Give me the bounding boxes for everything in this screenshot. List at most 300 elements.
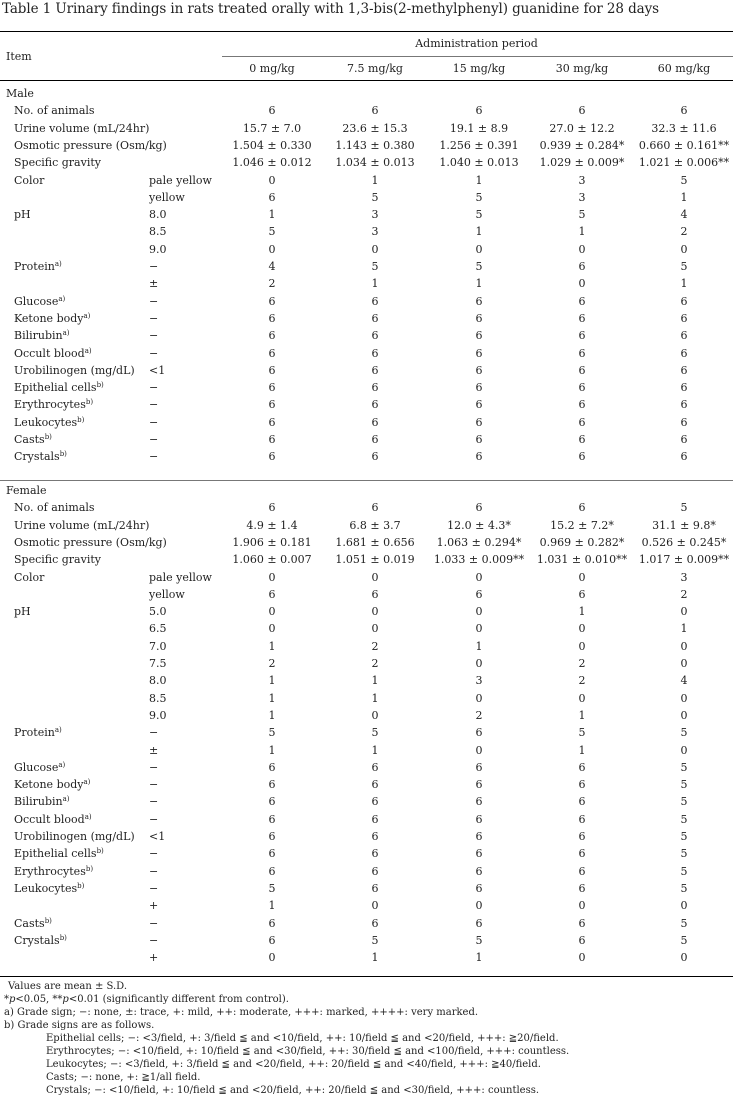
table-cell: 6 [371, 104, 379, 118]
administration-period-header: Administration period [415, 37, 538, 50]
table-cell: 32.3 ± 11.6 [651, 121, 717, 135]
footnote-marker: b) [44, 916, 52, 925]
table-cell: 0 [371, 708, 379, 722]
table-cell: 1.021 ± 0.006** [638, 156, 730, 170]
footnote-b-line: Leukocytes; −: <3/field, +: 3/field ≦ and <20/field, ++: 20/field ≦ and <40/field, +++: ≧40/field. [46, 1059, 541, 1070]
table-cell: 6 [578, 830, 586, 843]
row-item-text: Glucose [14, 760, 59, 774]
row-item-text: No. of animals [14, 104, 95, 118]
table-cell: 5 [680, 830, 688, 843]
table-cell: 5 [680, 501, 688, 515]
table-cell: 0 [371, 242, 379, 256]
table-cell: 6 [371, 778, 379, 792]
table-cell: 6 [268, 501, 276, 515]
table-cell: 4 [268, 260, 276, 273]
row-item-text: Epithelial cells [14, 381, 97, 395]
table-cell: 1 [680, 190, 688, 204]
table-cell: 6 [680, 381, 688, 395]
table-cell: 6 [371, 501, 379, 515]
table-cell: 6 [475, 726, 483, 740]
row-sub-label: − [149, 346, 159, 360]
table-cell: 5 [680, 881, 688, 895]
row-sub-label: 8.0 [149, 208, 167, 222]
table-cell: 6 [578, 847, 586, 861]
table-cell: 0 [680, 899, 688, 913]
row-item-label [14, 726, 62, 740]
row-sub-label: − [149, 433, 159, 446]
table-cell: 6 [371, 795, 379, 809]
row-item-text: Casts [14, 916, 45, 930]
table-cell: 1.504 ± 0.330 [232, 138, 312, 152]
table-cell: 6 [578, 329, 586, 343]
row-sub-label: + [149, 899, 159, 913]
row-sub-label: − [149, 795, 159, 809]
row-item-label [14, 553, 101, 567]
row-sub-label: 8.5 [149, 691, 167, 705]
footnote-marker: a) [83, 311, 91, 320]
table-cell: 5 [680, 760, 688, 774]
table-cell: 0 [371, 622, 379, 636]
dose-column-header: 15 mg/kg [452, 62, 506, 75]
table-cell: 0 [268, 570, 276, 584]
table-cell: 5 [680, 933, 688, 947]
table-cell: 1 [268, 899, 276, 913]
row-sub-label: <1 [149, 363, 166, 377]
row-item-text: Casts [14, 433, 45, 446]
table-cell: 1 [578, 708, 586, 722]
table-cell: 0 [578, 570, 586, 584]
table-cell: 6 [268, 760, 276, 774]
table-cell: 2 [680, 225, 688, 239]
table-cell: 1.033 ± 0.009** [433, 553, 525, 567]
table-cell: 5 [268, 726, 276, 740]
table-cell: 6 [578, 260, 586, 273]
footnote-values: Values are mean ± S.D. [8, 981, 128, 992]
table-cell: 6 [475, 760, 483, 774]
period-underline [222, 56, 733, 57]
table-cell: 5 [680, 812, 688, 826]
row-item-label [14, 605, 31, 619]
table-cell: 5 [268, 881, 276, 895]
table-cell: 6 [371, 916, 379, 930]
table-cell: 6 [371, 812, 379, 826]
table-cell: 1 [680, 622, 688, 636]
footnote-marker: a) [84, 812, 92, 821]
table-cell: 3 [371, 225, 379, 239]
table-cell: 6 [578, 587, 586, 601]
table-cell: 6 [578, 812, 586, 826]
star-mark: * [4, 994, 9, 1005]
table-cell: 6 [578, 916, 586, 930]
row-sub-label: pale yellow [149, 570, 212, 584]
table-cell: 2 [371, 639, 379, 653]
table-cell: 0 [371, 570, 379, 584]
table-cell: 0 [680, 657, 688, 670]
table-cell: 6 [268, 329, 276, 343]
table-cell: 1.031 ± 0.010** [536, 553, 628, 567]
row-item-text: Glucose [14, 294, 59, 308]
table-cell: 1.029 ± 0.009* [539, 156, 625, 170]
table-cell: 6 [371, 415, 379, 429]
table-cell: 6 [371, 450, 379, 464]
table-cell: 6 [268, 812, 276, 826]
table-cell: 6 [475, 398, 483, 412]
row-item-label [14, 398, 93, 412]
table-cell: 3 [680, 570, 688, 584]
table-cell: 6 [578, 864, 586, 878]
table-cell: 6 [680, 415, 688, 429]
table-cell: 6 [371, 881, 379, 895]
table-cell: 4.9 ± 1.4 [246, 518, 298, 532]
header-bottom-rule [0, 80, 733, 81]
table-cell: 6 [371, 363, 379, 377]
table-cell: 15.7 ± 7.0 [242, 121, 302, 135]
table-cell: 0 [268, 622, 276, 636]
table-cell: 6 [578, 881, 586, 895]
table-cell: 1 [475, 225, 483, 239]
table-cell: 0 [268, 605, 276, 619]
p-symbol: p [62, 994, 69, 1005]
row-sub-label: − [149, 778, 159, 792]
row-item-text: Crystals [14, 450, 60, 464]
row-item-text: Ketone body [14, 311, 84, 325]
row-item-label [14, 174, 44, 188]
table-cell: 6 [475, 381, 483, 395]
table-cell: 6 [268, 587, 276, 601]
table-cell: 6 [371, 587, 379, 601]
table-cell: 6 [268, 795, 276, 809]
table-cell: 0 [475, 899, 483, 913]
table-cell: 1 [371, 674, 379, 688]
table-cell: 5 [680, 916, 688, 930]
p05-text: <0.05, ** [15, 994, 63, 1005]
table-cell: 0 [578, 691, 586, 705]
dose-column-header: 7.5 mg/kg [347, 62, 403, 75]
table-cell: 1.017 ± 0.009** [638, 553, 730, 567]
table-cell: 6 [680, 346, 688, 360]
footnote-marker: b) [85, 398, 94, 407]
table-cell: 5 [475, 260, 483, 273]
table-cell: 1.063 ± 0.294* [436, 535, 522, 549]
table-cell: 0 [475, 743, 483, 757]
table-cell: 23.6 ± 15.3 [342, 121, 408, 135]
row-item-text: pH [14, 605, 31, 619]
table-cell: 6 [680, 450, 688, 464]
footnote-marker: a) [83, 778, 91, 787]
table-cell: 0 [578, 277, 586, 291]
table-cell: 6 [475, 329, 483, 343]
table-cell: 31.1 ± 9.8* [652, 518, 716, 532]
row-item-text: Color [14, 173, 45, 187]
table-cell: 0 [680, 691, 688, 705]
row-sub-label: − [149, 916, 159, 930]
row-sub-label: ± [149, 277, 159, 291]
row-item-text: Urobilinogen (mg/dL) [14, 363, 135, 377]
row-item-label [14, 536, 167, 550]
table-cell: 0 [268, 173, 276, 187]
table-cell: 5 [578, 208, 586, 222]
row-item-label [14, 381, 104, 395]
row-sub-label: yellow [149, 587, 185, 601]
table-cell: 6 [268, 104, 276, 118]
table-cell: 6 [475, 346, 483, 360]
footnote-marker: a) [58, 294, 66, 303]
table-cell: 6 [475, 294, 483, 308]
row-item-label [14, 312, 90, 326]
table-cell: 3 [578, 190, 586, 204]
table-cell: 6 [475, 795, 483, 809]
table-cell: 0.939 ± 0.284* [539, 138, 625, 152]
table-cell: 2 [268, 277, 276, 291]
table-cell: 1 [268, 708, 276, 722]
table-cell: 1.046 ± 0.012 [232, 156, 312, 170]
table-cell: 6 [268, 916, 276, 930]
row-item-label [14, 416, 84, 430]
table-cell: 0.526 ± 0.245* [641, 535, 727, 549]
dose-column-header: 60 mg/kg [657, 62, 711, 75]
table-cell: 6 [268, 847, 276, 861]
footnote-b-line: Casts; −: none, +: ≧1/all field. [46, 1072, 201, 1083]
table-cell: 6 [475, 812, 483, 826]
row-item-label [14, 260, 62, 274]
table-cell: 6 [268, 294, 276, 308]
table-cell: 0 [578, 951, 586, 965]
table-cell: 6 [475, 847, 483, 861]
table-cell: 6 [268, 778, 276, 792]
table-cell: 6 [578, 294, 586, 308]
table-cell: 1 [268, 639, 276, 653]
table-cell: 0 [578, 622, 586, 636]
table-cell: 6 [475, 501, 483, 515]
table-cell: 0 [680, 743, 688, 757]
p-symbol: p [9, 994, 16, 1005]
table-cell: 5 [371, 260, 379, 273]
row-item-label [14, 761, 65, 775]
row-item-label [14, 208, 31, 222]
table-cell: 6 [371, 311, 379, 325]
table-cell: 6 [268, 864, 276, 878]
table-cell: 0 [578, 639, 586, 653]
table-cell: 1 [578, 225, 586, 239]
table-cell: 0 [680, 708, 688, 722]
table-cell: 1.681 ± 0.656 [335, 535, 415, 549]
table-cell: 6 [371, 847, 379, 861]
row-item-label [14, 519, 149, 533]
table-cell: 6 [578, 795, 586, 809]
table-cell: 1 [475, 639, 483, 653]
bottom-rule [0, 976, 733, 977]
table-cell: 0 [268, 951, 276, 965]
table-cell: 5 [680, 795, 688, 809]
table-cell: 6 [475, 916, 483, 930]
table-cell: 2 [680, 587, 688, 601]
table-cell: 1 [475, 951, 483, 965]
footnote-marker: b) [85, 864, 94, 873]
row-item-label [14, 122, 149, 136]
footnote-marker: b) [77, 415, 85, 424]
table-cell: 6 [578, 346, 586, 360]
row-sub-label: <1 [149, 830, 166, 843]
row-sub-label: 6.5 [149, 622, 167, 636]
table-cell: 6 [578, 363, 586, 377]
footnote-marker: a) [84, 346, 92, 355]
row-item-text: No. of animals [14, 501, 95, 515]
table-cell: 6 [578, 398, 586, 412]
row-sub-label: − [149, 260, 159, 273]
table-cell: 5 [475, 208, 483, 222]
footnote-b-line: Erythrocytes; −: <10/field, +: 10/field ≦ and <30/field, ++: 30/field ≦ and <100/field, +++: countless. [46, 1046, 570, 1057]
section-label: Male [6, 87, 34, 100]
top-rule [0, 31, 733, 32]
row-sub-label: − [149, 726, 159, 740]
table-cell: 6 [371, 381, 379, 395]
table-cell: 0 [680, 951, 688, 965]
table-cell: 2 [578, 657, 586, 670]
row-sub-label: − [149, 760, 159, 774]
row-sub-label: − [149, 881, 159, 895]
dose-column-header: 30 mg/kg [555, 62, 609, 75]
row-sub-label: − [149, 311, 159, 325]
table-cell: 3 [475, 674, 483, 688]
table-cell: 6 [371, 830, 379, 843]
footnote-marker: a) [54, 260, 62, 268]
footnote-marker: a) [58, 760, 66, 769]
table-cell: 0 [680, 605, 688, 619]
table-cell: 0 [371, 899, 379, 913]
row-item-text: Bilirubin [14, 329, 63, 343]
table-cell: 0.660 ± 0.161** [638, 138, 730, 152]
row-item-label [14, 882, 84, 896]
table-cell: 19.1 ± 8.9 [449, 121, 509, 135]
table-cell: 1 [578, 605, 586, 619]
row-sub-label: − [149, 415, 159, 429]
row-item-text: Epithelial cells [14, 847, 97, 861]
table-cell: 6 [268, 933, 276, 947]
table-cell: 0 [475, 657, 483, 670]
table-cell: 6 [268, 398, 276, 412]
row-item-text: Urobilinogen (mg/dL) [14, 830, 135, 843]
table-cell: 27.0 ± 12.2 [549, 121, 615, 135]
table-cell: 1.256 ± 0.391 [439, 138, 519, 152]
table-cell: 5 [371, 933, 379, 947]
table-cell: 1 [268, 208, 276, 222]
row-item-text: Leukocytes [14, 881, 78, 895]
row-item-label [14, 156, 101, 170]
table-cell: 2 [475, 708, 483, 722]
footnote-marker: b) [96, 847, 104, 856]
row-sub-label: − [149, 847, 159, 861]
table-cell: 0 [371, 605, 379, 619]
table-cell: 5 [371, 190, 379, 204]
table-cell: 0 [475, 242, 483, 256]
table-cell: 6 [268, 830, 276, 843]
table-cell: 6 [680, 433, 688, 446]
table-cell: 6 [680, 311, 688, 325]
table-cell: 6 [371, 294, 379, 308]
footnote-marker: b) [77, 881, 85, 890]
table-cell: 6 [578, 778, 586, 792]
table-cell: 0 [578, 242, 586, 256]
table-cell: 5 [475, 190, 483, 204]
row-sub-label: yellow [149, 190, 185, 204]
table-cell: 1.060 ± 0.007 [232, 553, 312, 567]
table-cell: 1 [371, 173, 379, 187]
table-cell: 6 [371, 760, 379, 774]
table-cell: 0.969 ± 0.282* [539, 535, 625, 549]
footnote-marker: b) [44, 433, 52, 441]
row-item-text: Protein [14, 260, 55, 273]
table-cell: 1.051 ± 0.019 [335, 553, 415, 567]
table-cell: 0 [475, 570, 483, 584]
table-cell: 1 [371, 743, 379, 757]
table-cell: 6 [578, 433, 586, 446]
footnote-marker: b) [59, 450, 67, 459]
table-cell: 6 [268, 415, 276, 429]
table-cell: 6 [268, 346, 276, 360]
table-cell: 6.8 ± 3.7 [349, 518, 401, 532]
footnote-marker: a) [54, 726, 62, 735]
table-cell: 6 [578, 501, 586, 515]
row-sub-label: − [149, 450, 159, 464]
table-cell: 6 [371, 398, 379, 412]
table-cell: 6 [578, 381, 586, 395]
table-cell: 5 [475, 933, 483, 947]
row-sub-label: 7.0 [149, 639, 167, 653]
table-cell: 6 [475, 363, 483, 377]
table-cell: 12.0 ± 4.3* [447, 518, 511, 532]
row-sub-label: + [149, 951, 159, 965]
table-cell: 5 [680, 726, 688, 740]
item-header: Item [6, 50, 32, 63]
row-sub-label: 5.0 [149, 605, 167, 619]
table-cell: 15.2 ± 7.2* [550, 518, 614, 532]
table-cell: 1 [680, 277, 688, 291]
row-item-label [14, 139, 167, 153]
table-cell: 2 [371, 657, 379, 670]
table-cell: 5 [680, 847, 688, 861]
row-sub-label: 9.0 [149, 242, 167, 256]
table-cell: 0 [475, 691, 483, 705]
table-cell: 1.143 ± 0.380 [335, 138, 415, 152]
row-item-label [14, 347, 92, 361]
row-sub-label: pale yellow [149, 173, 212, 187]
table-cell: 1.034 ± 0.013 [335, 156, 415, 170]
table-cell: 0 [578, 899, 586, 913]
table-cell: 6 [680, 398, 688, 412]
table-cell: 6 [475, 830, 483, 843]
table-cell: 4 [680, 208, 688, 222]
p01-text: <0.01 (significantly different from control). [68, 994, 289, 1005]
row-item-label [14, 830, 135, 844]
table-cell: 6 [475, 587, 483, 601]
row-item-text: Protein [14, 726, 55, 740]
row-item-text: Urine volume (mL/24hr) [14, 518, 150, 532]
table-cell: 1 [371, 277, 379, 291]
row-item-label [14, 104, 95, 118]
row-sub-label: ± [149, 743, 159, 757]
table-cell: 6 [371, 864, 379, 878]
table-cell: 3 [371, 208, 379, 222]
row-sub-label: 8.5 [149, 225, 167, 239]
row-item-label [14, 917, 52, 931]
table-cell: 6 [680, 294, 688, 308]
row-item-text: Leukocytes [14, 415, 78, 429]
footnote-a: a) Grade sign; −: none, ±: trace, +: mild, ++: moderate, +++: marked, ++++: very marked. [4, 1007, 479, 1018]
table-cell: 6 [475, 311, 483, 325]
footnote-marker: a) [62, 329, 70, 338]
table-cell: 4 [680, 674, 688, 688]
row-item-text: Osmotic pressure (Osm/kg) [14, 535, 167, 549]
